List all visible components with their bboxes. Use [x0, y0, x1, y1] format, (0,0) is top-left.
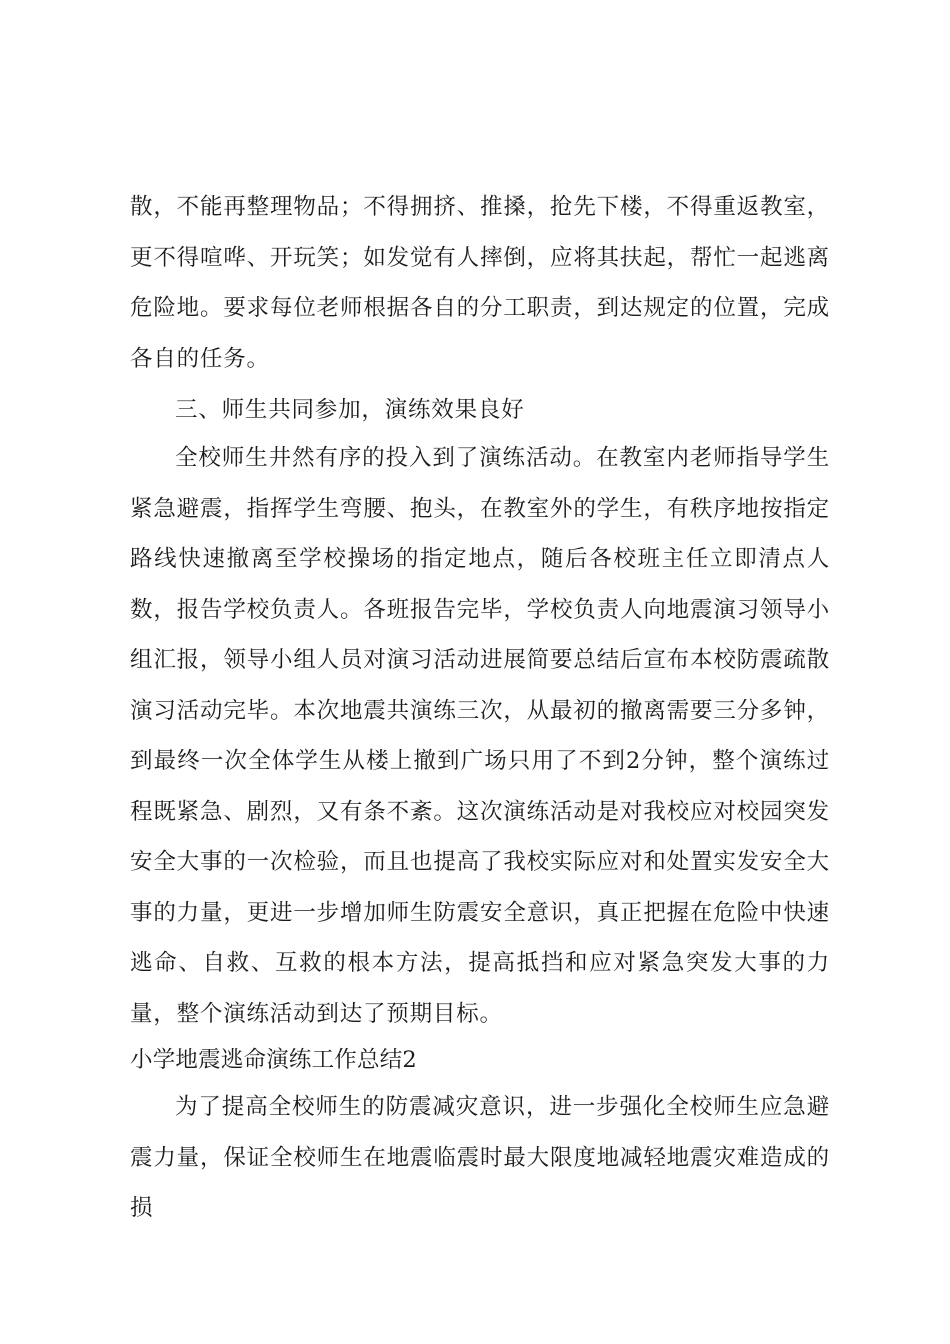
section-heading: 三、师生共同参加，演练效果良好: [175, 397, 525, 423]
paragraph-intro-2: 为了提高全校师生的防震减灾意识，进一步强化全校师生应急避震力量，保证全校师生在地震临震时最大限度地减轻地震灾难造成的损: [130, 1094, 830, 1221]
paragraph-continuation: 散，不能再整理物品；不得拥挤、推搡，抢先下楼，不得重返教室，更不得喧哗、开玩笑；如发觉有人摔倒，应将其扶起，帮忙一起逃离危险地。要求每位老师根据各自的分工职责，到达规定的位置，完成各自的任务。: [130, 194, 830, 372]
paragraph-main: 全校师生井然有序的投入到了演练活动。在教室内老师指导学生紧急避震，指挥学生弯腰、抱头，在教室外的学生，有秩序地按指定路线快速撤离至学校操场的指定地点，随后各校班主任立即清点人数，报告学校负责人。各班报告完毕，学校负责人向地震演习领导小组汇报，领导小组人员对演习活动进展简要总结后宣布本校防震疏散演习活动完毕。本次地震共演练三次，从最初的撤离需要三分多钟，到最终一次全体学生从楼上撤到广场只用了不到2分钟，整个演练过程既紧急、剧烈，又有条不紊。这次演练活动是对我校应对校园突发安全大事的一次检验，而且也提高了我校实际应对和处置实发安全大事的力量，更进一步增加师生防震安全意识，真正把握在危险中快速逃命、自救、互救的根本方法，提高抵挡和应对紧急突发大事的力量，整个演练活动到达了预期目标。: [130, 445, 830, 1027]
document-title-2: 小学地震逃命演练工作总结2: [130, 1047, 417, 1073]
